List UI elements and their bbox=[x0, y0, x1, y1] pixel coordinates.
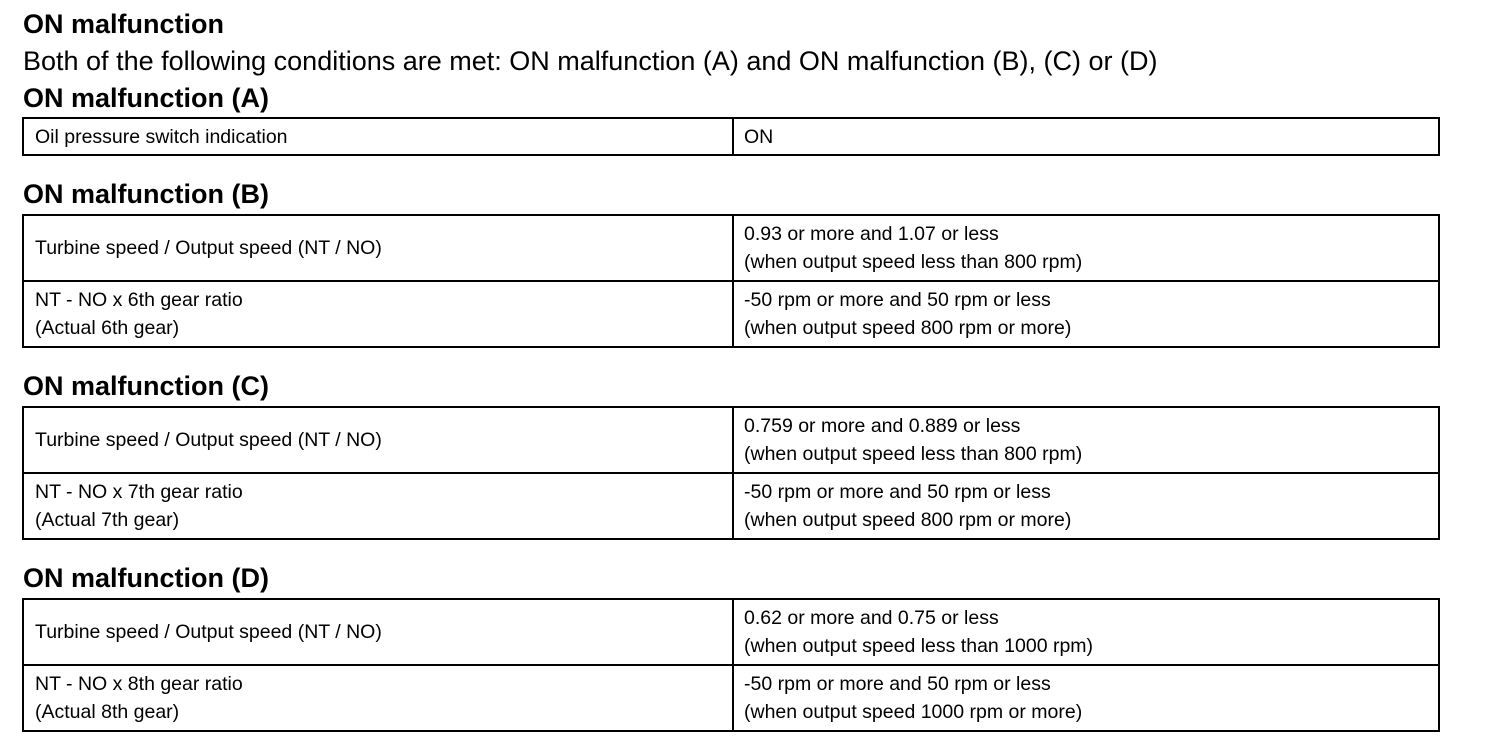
table-row bbox=[23, 473, 1439, 539]
condition-value-note: (when output speed 800 rpm or more) bbox=[744, 509, 1072, 531]
condition-item-cell bbox=[23, 215, 733, 281]
condition-item-text: Turbine speed / Output speed (NT / NO) bbox=[35, 429, 382, 451]
section-b-heading: ON malfunction (B) bbox=[23, 179, 269, 209]
condition-value-note: (when output speed less than 1000 rpm) bbox=[744, 635, 1094, 657]
condition-item-note: (Actual 7th gear) bbox=[35, 509, 180, 531]
condition-value-text: 0.759 or more and 0.889 or less bbox=[744, 415, 1021, 437]
condition-item-text: Turbine speed / Output speed (NT / NO) bbox=[35, 237, 382, 259]
page-title: ON malfunction bbox=[23, 9, 224, 39]
condition-item-text: NT - NO x 8th gear ratio bbox=[35, 673, 243, 695]
condition-item-cell bbox=[23, 118, 733, 155]
section-a-table bbox=[22, 117, 1440, 156]
section-c-table bbox=[22, 406, 1440, 540]
condition-item-text: NT - NO x 6th gear ratio bbox=[35, 289, 243, 311]
condition-value-text: 0.93 or more and 1.07 or less bbox=[744, 223, 999, 245]
condition-value-cell bbox=[733, 118, 1439, 155]
table-row bbox=[23, 118, 1439, 155]
table-row bbox=[23, 407, 1439, 473]
condition-item-note: (Actual 8th gear) bbox=[35, 701, 180, 723]
condition-item-cell bbox=[23, 599, 733, 665]
table-row bbox=[23, 665, 1439, 731]
condition-value-text: 0.62 or more and 0.75 or less bbox=[744, 607, 999, 629]
condition-value-cell bbox=[733, 473, 1439, 539]
condition-value-cell bbox=[733, 599, 1439, 665]
section-b-table bbox=[22, 214, 1440, 348]
condition-value-text: -50 rpm or more and 50 rpm or less bbox=[744, 289, 1051, 311]
condition-value-cell bbox=[733, 215, 1439, 281]
table-row bbox=[23, 281, 1439, 347]
condition-item-cell bbox=[23, 473, 733, 539]
condition-item-text: Turbine speed / Output speed (NT / NO) bbox=[35, 621, 382, 643]
condition-item-cell bbox=[23, 665, 733, 731]
section-a-heading: ON malfunction (A) bbox=[23, 83, 269, 113]
intro-text: Both of the following conditions are met: ON malfunction (A) and ON malfunction (B), (C) or (D) bbox=[23, 46, 1158, 76]
condition-item-text: NT - NO x 7th gear ratio bbox=[35, 481, 243, 503]
table-row bbox=[23, 215, 1439, 281]
condition-value-text: ON bbox=[744, 125, 774, 148]
table-row bbox=[23, 599, 1439, 665]
condition-value-note: (when output speed less than 800 rpm) bbox=[744, 443, 1083, 465]
condition-value-text: -50 rpm or more and 50 rpm or less bbox=[744, 673, 1051, 695]
condition-value-cell bbox=[733, 281, 1439, 347]
condition-item-note: (Actual 6th gear) bbox=[35, 317, 180, 339]
condition-value-note: (when output speed less than 800 rpm) bbox=[744, 251, 1083, 273]
condition-item-text: Oil pressure switch indication bbox=[35, 125, 288, 148]
condition-value-text: -50 rpm or more and 50 rpm or less bbox=[744, 481, 1051, 503]
section-c-heading: ON malfunction (C) bbox=[23, 371, 269, 401]
condition-value-note: (when output speed 800 rpm or more) bbox=[744, 317, 1072, 339]
condition-value-note: (when output speed 1000 rpm or more) bbox=[744, 701, 1083, 723]
condition-value-cell bbox=[733, 407, 1439, 473]
condition-value-cell bbox=[733, 665, 1439, 731]
condition-item-cell bbox=[23, 281, 733, 347]
condition-item-cell bbox=[23, 407, 733, 473]
section-d-heading: ON malfunction (D) bbox=[23, 563, 269, 593]
section-d-table bbox=[22, 598, 1440, 732]
